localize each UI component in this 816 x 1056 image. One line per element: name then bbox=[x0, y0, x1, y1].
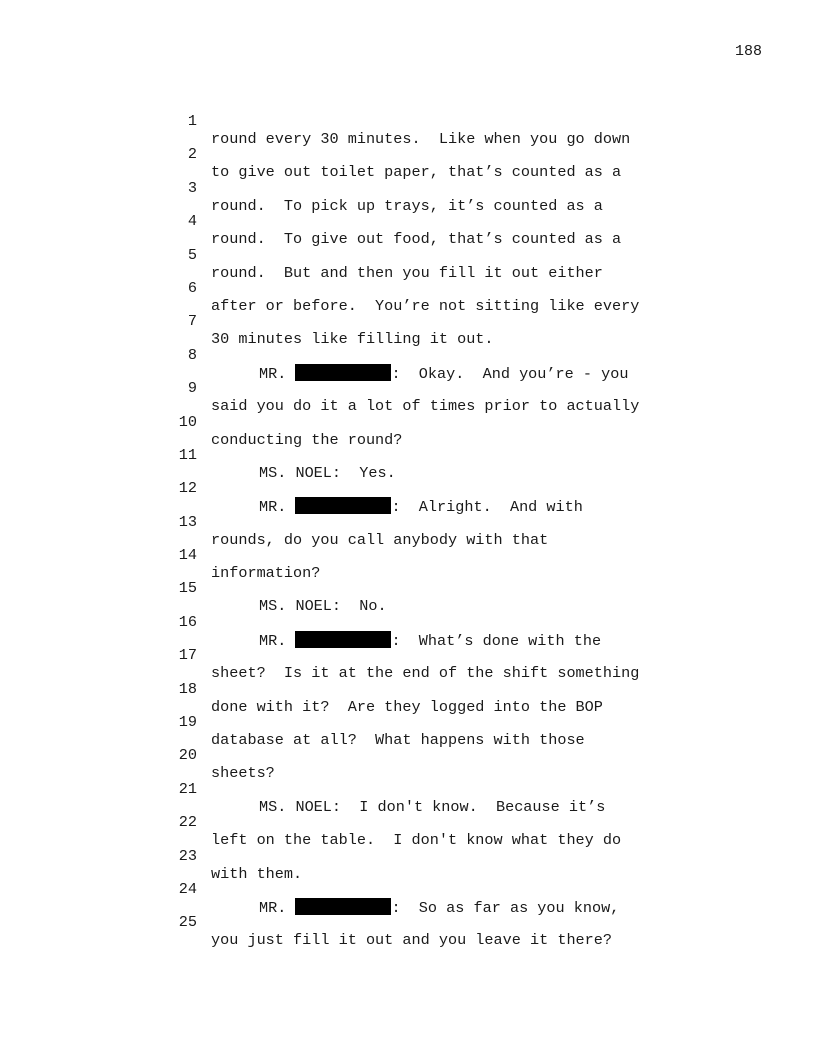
line-number: 10 bbox=[178, 412, 197, 431]
line-remainder: : What’s done with the bbox=[391, 631, 602, 650]
line-text: said you do it a lot of times prior to actually bbox=[211, 397, 640, 416]
line-number: 14 bbox=[178, 546, 197, 565]
transcript-line bbox=[170, 595, 690, 650]
line-text: round. But and then you fill it out either bbox=[211, 263, 603, 282]
transcript-line bbox=[170, 829, 690, 883]
line-number: 9 bbox=[187, 379, 197, 398]
transcript-line bbox=[170, 161, 690, 215]
line-number: 1 bbox=[187, 112, 197, 130]
transcript-line bbox=[170, 428, 690, 482]
transcript-line bbox=[170, 127, 690, 182]
transcript-line bbox=[170, 895, 690, 950]
line-number: 8 bbox=[187, 345, 197, 364]
line-number: 18 bbox=[178, 679, 197, 698]
line-text: MS. NOEL: Yes. bbox=[259, 463, 396, 482]
line-text: you just fill it out and you leave it there? bbox=[211, 931, 613, 950]
transcript-line bbox=[170, 628, 690, 683]
line-number: 19 bbox=[178, 713, 197, 732]
line-number: 25 bbox=[178, 913, 197, 932]
transcript-line bbox=[170, 194, 690, 249]
transcript-line bbox=[170, 461, 690, 517]
line-number: 23 bbox=[178, 846, 197, 865]
transcript-line bbox=[170, 762, 690, 816]
line-text: round every 30 minutes. Like when you go down bbox=[211, 130, 631, 148]
line-text: to give out toilet paper, that’s counted as a bbox=[211, 163, 622, 182]
line-number: 22 bbox=[178, 813, 197, 832]
line-number: 20 bbox=[178, 746, 197, 765]
line-text: sheets? bbox=[211, 764, 275, 783]
transcript-line bbox=[170, 662, 690, 716]
transcript-line bbox=[170, 328, 690, 383]
transcript-line bbox=[170, 361, 690, 416]
line-text: done with it? Are they logged into the BOP bbox=[211, 697, 603, 716]
transcript-line bbox=[170, 695, 690, 750]
transcript-line bbox=[170, 94, 690, 148]
line-number: 11 bbox=[178, 445, 197, 464]
line-number: 3 bbox=[187, 178, 197, 197]
page-number: 188 bbox=[734, 43, 762, 60]
line-number: 7 bbox=[187, 312, 197, 331]
transcript-line bbox=[170, 395, 690, 449]
line-number: 16 bbox=[178, 612, 197, 631]
line-text: MS. NOEL: No. bbox=[259, 597, 387, 616]
line-number: 21 bbox=[178, 779, 197, 798]
line-number: 6 bbox=[187, 278, 197, 297]
line-text: information? bbox=[211, 564, 321, 583]
line-text: round. To pick up trays, it’s counted as a bbox=[211, 196, 603, 215]
line-number: 5 bbox=[187, 245, 197, 264]
line-text: left on the table. I don't know what they do bbox=[211, 831, 622, 850]
speaker-prefix: MR. bbox=[259, 498, 296, 517]
speaker-prefix: MR. bbox=[259, 631, 296, 650]
line-text: after or before. You’re not sitting like every bbox=[211, 296, 640, 315]
line-text: MS. NOEL: I don't know. Because it’s bbox=[259, 797, 606, 816]
line-number: 4 bbox=[187, 212, 197, 231]
line-remainder: : Okay. And you’re - you bbox=[391, 364, 629, 383]
line-number: 17 bbox=[178, 646, 197, 665]
transcript-line bbox=[170, 561, 690, 616]
transcript-line bbox=[170, 261, 690, 315]
transcript-line bbox=[170, 294, 690, 349]
transcript-line bbox=[170, 528, 690, 583]
transcript-line bbox=[170, 228, 690, 282]
line-number: 12 bbox=[178, 479, 197, 498]
line-text: database at all? What happens with those bbox=[211, 731, 585, 750]
line-number: 15 bbox=[178, 579, 197, 598]
transcript-line bbox=[170, 862, 690, 917]
transcript-body bbox=[170, 94, 690, 950]
transcript-line bbox=[170, 495, 690, 549]
line-text: sheet? Is it at the end of the shift something bbox=[211, 664, 640, 683]
line-text: with them. bbox=[211, 864, 303, 883]
line-number: 13 bbox=[178, 512, 197, 531]
transcript-line bbox=[170, 795, 690, 850]
line-remainder: : Alright. And with bbox=[391, 498, 583, 517]
line-text: round. To give out food, that’s counted as a bbox=[211, 230, 622, 249]
line-text: 30 minutes like filling it out. bbox=[211, 330, 494, 349]
line-text: conducting the round? bbox=[211, 430, 403, 449]
transcript-line bbox=[170, 728, 690, 783]
speaker-prefix: MR. bbox=[259, 898, 296, 917]
line-text: rounds, do you call anybody with that bbox=[211, 530, 549, 549]
speaker-prefix: MR. bbox=[259, 364, 296, 383]
line-number: 2 bbox=[187, 145, 197, 164]
line-remainder: : So as far as you know, bbox=[391, 898, 620, 917]
line-number: 24 bbox=[178, 879, 197, 898]
